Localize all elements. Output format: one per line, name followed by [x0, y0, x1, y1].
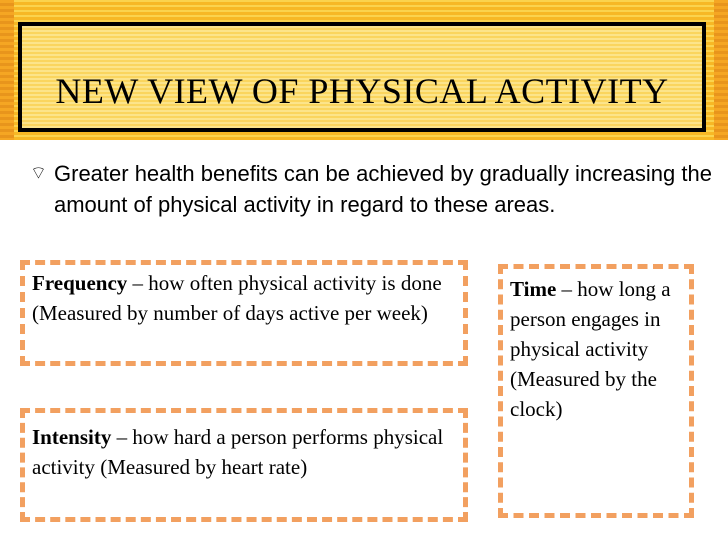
frequency-definition: – how often physical activity is done (Measured by number of days active per week): [32, 271, 442, 325]
slide-title: NEW VIEW OF PHYSICAL ACTIVITY: [55, 71, 669, 111]
banner-edge-left: [0, 0, 14, 140]
title-banner: [0, 0, 728, 140]
intensity-text: [32, 422, 462, 482]
frequency-text: [32, 268, 462, 328]
bullet-text: Greater health benefits can be achieved by gradually increasing the amount of physical activity in regard to these areas.: [54, 161, 712, 217]
time-definition: – how long a person engages in physical activity (Measured by the clock): [510, 277, 671, 421]
banner-edge-right: [714, 0, 728, 140]
intensity-term: Intensity: [32, 425, 112, 449]
bullet-icon: ⌔: [30, 163, 47, 184]
frequency-term: Frequency: [32, 271, 128, 295]
title-box: [18, 22, 706, 132]
intensity-definition: – how hard a person performs physical activity (Measured by heart rate): [32, 425, 444, 479]
time-term: Time: [510, 277, 557, 301]
time-text: [510, 274, 680, 424]
